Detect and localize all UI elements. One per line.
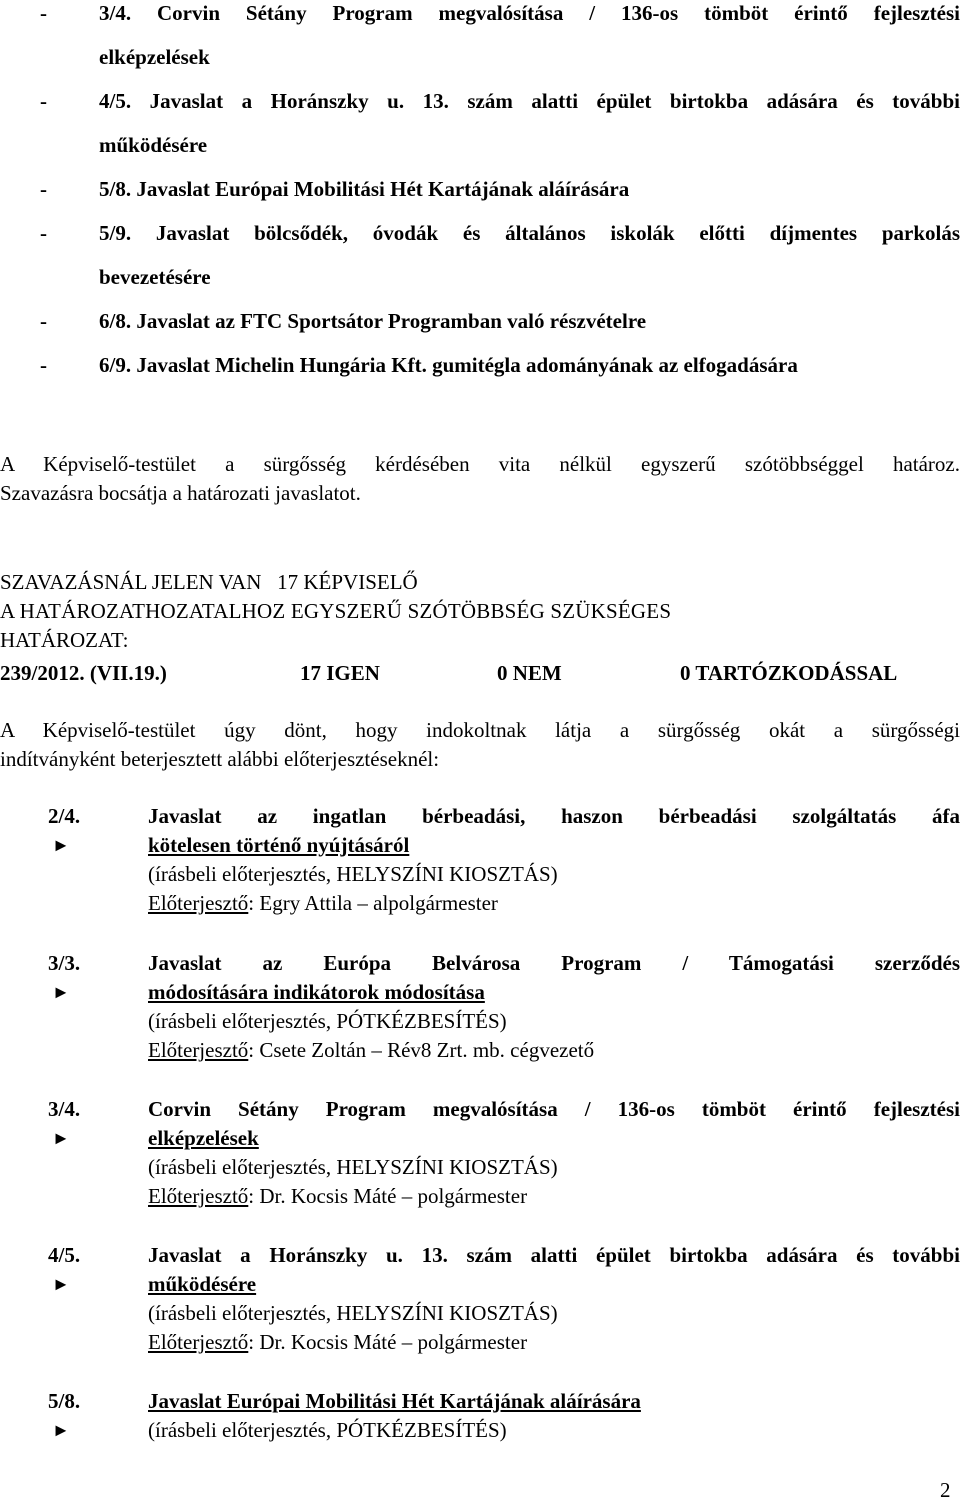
list-item-line: elképzelések bbox=[99, 45, 210, 69]
list-item bbox=[40, 167, 960, 211]
list-item-line: 5/8. Javaslat Európai Mobilitási Hét Kartájának aláírására bbox=[99, 177, 630, 201]
item-presenter bbox=[148, 1182, 960, 1211]
dash-marker: - bbox=[40, 353, 47, 377]
vote-abstain: 0 TARTÓZKODÁSSAL bbox=[680, 661, 898, 685]
list-item bbox=[40, 299, 960, 343]
presenter-name: : Dr. Kocsis Máté – polgármester bbox=[248, 1184, 528, 1208]
item-note: (írásbeli előterjesztés, PÓTKÉZBESÍTÉS) bbox=[148, 1418, 507, 1442]
decision-label: HATÁROZAT: bbox=[0, 628, 129, 652]
list-item-line: 3/4. Corvin Sétány Program megvalósítása / 136-os tömböt érintő fejlesztési bbox=[99, 1, 960, 25]
vote-result-row bbox=[0, 659, 960, 688]
vote-block bbox=[0, 568, 960, 688]
list-item bbox=[40, 211, 960, 299]
item-title-line: Javaslat az ingatlan bérbeadási, haszon bérbeadási szolgáltatás áfa bbox=[148, 804, 960, 828]
item-number: 5/8. bbox=[48, 1389, 81, 1413]
item-number: 3/3. bbox=[48, 951, 81, 975]
item-title-line: kötelesen történő nyújtásáról bbox=[148, 833, 410, 857]
list-item bbox=[40, 79, 960, 167]
list-item bbox=[40, 343, 960, 387]
agenda-item bbox=[0, 802, 960, 949]
presenter-name: : Csete Zoltán – Rév8 Zrt. mb. cégvezető bbox=[248, 1038, 595, 1062]
dash-marker: - bbox=[40, 1, 47, 25]
resolution-paragraph bbox=[0, 716, 960, 774]
list-item-line: 6/8. Javaslat az FTC Sportsátor Programban való részvételre bbox=[99, 309, 647, 333]
paragraph-line: Szavazásra bocsátja a határozati javaslatot. bbox=[0, 481, 361, 505]
presenter-label: Előterjesztő bbox=[148, 1038, 249, 1062]
item-note: (írásbeli előterjesztés, HELYSZÍNI KIOSZTÁS) bbox=[148, 1155, 558, 1179]
agenda-items bbox=[0, 802, 960, 1447]
presenter-name: : Dr. Kocsis Máté – polgármester bbox=[248, 1330, 528, 1354]
item-title-line: Javaslat a Horánszky u. 13. szám alatti épület birtokba adására és további bbox=[148, 1243, 960, 1267]
presenter-label: Előterjesztő bbox=[148, 891, 249, 915]
vote-yes: 17 IGEN bbox=[300, 661, 380, 685]
item-number: 3/4. bbox=[48, 1097, 81, 1121]
arrow-icon: ► bbox=[52, 1274, 70, 1294]
item-title-line: működésére bbox=[148, 1272, 257, 1296]
list-item bbox=[40, 0, 960, 79]
dash-marker: - bbox=[40, 177, 47, 201]
dash-marker: - bbox=[40, 309, 47, 333]
list-item-line: 5/9. Javaslat bölcsődék, óvodák és általános iskolák előtti díjmentes parkolás bbox=[99, 221, 960, 245]
decision-number: 239/2012. (VII.19.) bbox=[0, 661, 167, 685]
paragraph-line: A Képviselő-testület úgy dönt, hogy indokoltnak látja a sürgősség okát a sürgősségi bbox=[0, 718, 960, 742]
item-note: (írásbeli előterjesztés, HELYSZÍNI KIOSZTÁS) bbox=[148, 1301, 558, 1325]
presenter-label: Előterjesztő bbox=[148, 1184, 249, 1208]
agenda-dash-list bbox=[40, 0, 960, 387]
list-item-line: 6/9. Javaslat Michelin Hungária Kft. gumitégla adományának az elfogadására bbox=[99, 353, 798, 377]
item-title-line: elképzelések bbox=[148, 1126, 259, 1150]
arrow-icon: ► bbox=[52, 982, 70, 1002]
dash-marker: - bbox=[40, 221, 47, 245]
item-presenter bbox=[148, 1328, 960, 1357]
presenter-name: : Egry Attila – alpolgármester bbox=[248, 891, 498, 915]
item-title-line: Javaslat Európai Mobilitási Hét Kartájának aláírására bbox=[148, 1389, 641, 1413]
arrow-icon: ► bbox=[52, 1420, 70, 1440]
vote-majority: A HATÁROZATHOZATALHOZ EGYSZERŰ SZÓTÖBBSÉG SZÜKSÉGES bbox=[0, 599, 672, 623]
agenda-item bbox=[0, 1095, 960, 1241]
paragraph-line: indítványként beterjesztett alábbi előterjesztéseknél: bbox=[0, 747, 440, 771]
vote-no: 0 NEM bbox=[497, 661, 562, 685]
item-note: (írásbeli előterjesztés, HELYSZÍNI KIOSZTÁS) bbox=[148, 862, 558, 886]
item-note: (írásbeli előterjesztés, PÓTKÉZBESÍTÉS) bbox=[148, 1009, 507, 1033]
arrow-icon: ► bbox=[52, 835, 70, 855]
decision-paragraph bbox=[0, 450, 960, 508]
item-number: 4/5. bbox=[48, 1243, 81, 1267]
presenter-label: Előterjesztő bbox=[148, 1330, 249, 1354]
dash-marker: - bbox=[40, 89, 47, 113]
item-title-line: módosítására indikátorok módosítása bbox=[148, 980, 485, 1004]
agenda-item bbox=[0, 1241, 960, 1387]
item-presenter bbox=[148, 889, 960, 918]
item-title-line: Javaslat az Európa Belvárosa Program / Támogatási szerződés bbox=[148, 951, 960, 975]
list-item-line: működésére bbox=[99, 133, 208, 157]
item-presenter bbox=[148, 1036, 960, 1065]
paragraph-line: A Képviselő-testület a sürgősség kérdésében vita nélkül egyszerű szótöbbséggel határoz. bbox=[0, 452, 960, 476]
list-item-line: 4/5. Javaslat a Horánszky u. 13. szám alatti épület birtokba adására és további bbox=[99, 89, 960, 113]
page-number: 2 bbox=[940, 1478, 951, 1502]
vote-present: SZAVAZÁSNÁL JELEN VAN 17 KÉPVISELŐ bbox=[0, 570, 418, 594]
item-title-line: Corvin Sétány Program megvalósítása / 136-os tömböt érintő fejlesztési bbox=[148, 1097, 960, 1121]
list-item-line: bevezetésére bbox=[99, 265, 211, 289]
agenda-item bbox=[0, 1387, 960, 1447]
item-number: 2/4. bbox=[48, 804, 81, 828]
agenda-item bbox=[0, 949, 960, 1095]
arrow-icon: ► bbox=[52, 1128, 70, 1148]
